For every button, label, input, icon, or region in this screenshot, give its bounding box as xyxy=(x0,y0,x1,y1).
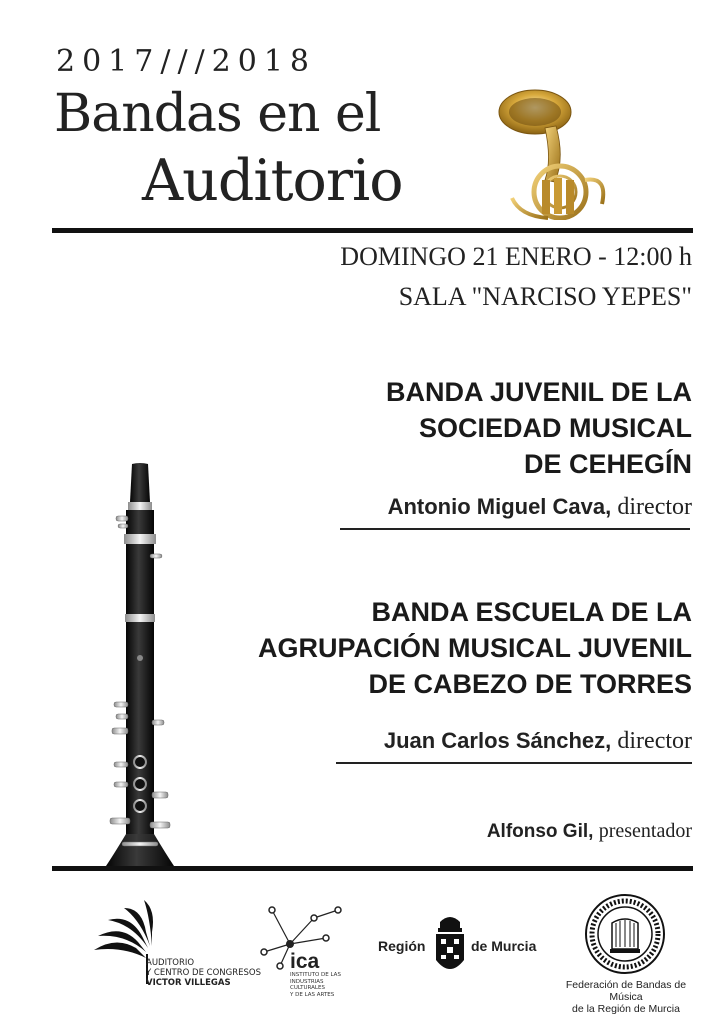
auditorio-text xyxy=(146,958,261,988)
event-date: DOMINGO 21 ENERO - 12:00 h xyxy=(340,242,692,271)
bottom-divider xyxy=(52,866,693,871)
top-divider xyxy=(52,228,693,233)
region-label-right: de Murcia xyxy=(471,938,537,954)
event-venue: SALA "NARCISO YEPES" xyxy=(398,282,692,311)
band-2-line: BANDA ESCUELA DE LA xyxy=(371,597,692,627)
presenter-role: presentador xyxy=(598,820,692,842)
band-2-line: DE CABEZO DE TORRES xyxy=(368,669,692,699)
auditorio-line: VICTOR VILLEGAS xyxy=(146,978,231,988)
ica-subtitle: INSTITUTO DE LAS INDUSTRIAS CULTURALES Y DE LAS ARTES xyxy=(290,972,341,998)
murcia-crest-icon xyxy=(432,912,468,980)
region-label-left: Región xyxy=(378,938,426,954)
clarinet-image xyxy=(94,462,184,868)
presenter-name: Alfonso Gil, xyxy=(486,821,594,842)
auditorio-line: AUDITORIO xyxy=(146,958,195,968)
ica-wordmark: ica xyxy=(290,950,320,973)
federacion-text: Federación de Bandas de Música de la Región de Murcia xyxy=(565,979,687,1015)
band-2-name xyxy=(258,594,692,702)
band-1-name xyxy=(386,374,692,482)
band-2-underline xyxy=(336,762,692,764)
presenter xyxy=(487,820,692,843)
band-2-line: AGRUPACIÓN MUSICAL JUVENIL xyxy=(257,633,692,663)
director-role: director xyxy=(617,494,692,520)
title-line-2: Auditorio xyxy=(142,148,403,214)
auditorio-line: Y CENTRO DE CONGRESOS xyxy=(146,968,261,978)
band-2-director xyxy=(384,728,692,755)
title-line-1: Bandas en el xyxy=(54,84,381,144)
director-name: Antonio Miguel Cava, xyxy=(387,494,612,519)
band-1-line: BANDA JUVENIL DE LA xyxy=(385,377,692,407)
band-1-director xyxy=(388,494,692,521)
french-horn-image xyxy=(490,80,620,220)
band-1-underline xyxy=(340,528,690,530)
season-label: 2017///2018 xyxy=(56,44,317,79)
director-role: director xyxy=(617,728,692,754)
federacion-seal-icon xyxy=(584,893,666,975)
band-1-line: DE CEHEGÍN xyxy=(523,449,692,479)
band-1-line: SOCIEDAD MUSICAL xyxy=(418,413,692,443)
director-name: Juan Carlos Sánchez, xyxy=(383,728,612,753)
